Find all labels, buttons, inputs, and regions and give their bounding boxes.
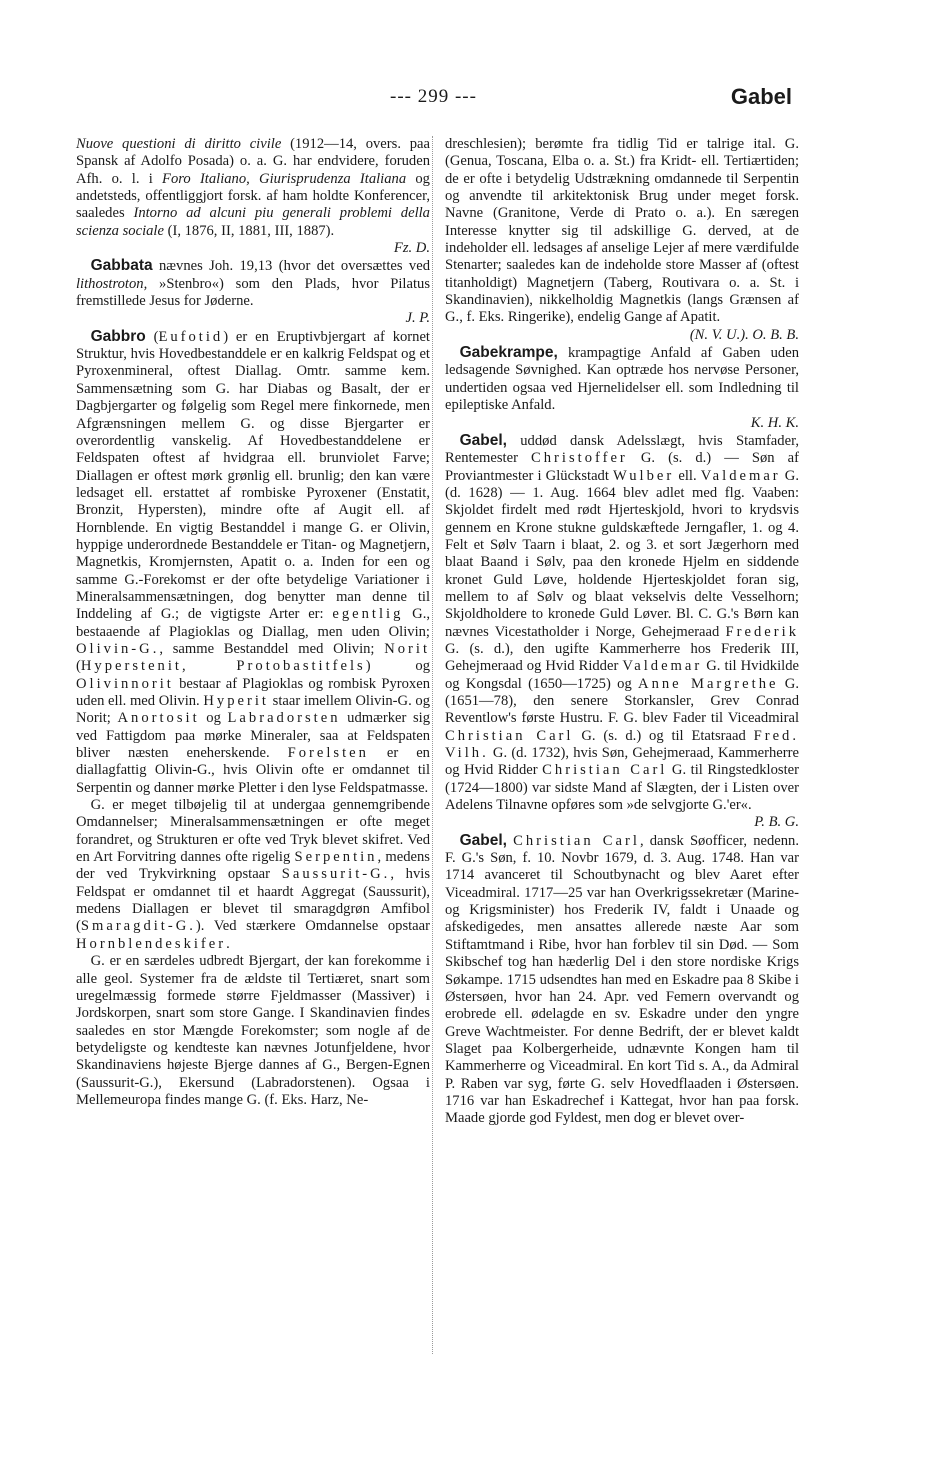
running-head: Gabel xyxy=(730,84,792,109)
author-signature: Fz. D. xyxy=(393,240,430,257)
author-signature: (N. V. U.). O. B. B. xyxy=(689,326,799,343)
paragraph: G. er meget tilbøjelig til at undergaa gennemgribende Omdannelser; Mineralsammensætningen er ofte meget forandret, og Strukturen er ofte ved Tryk blevet skifret. Ved en Art Forvitring dannes ofte rigelig Serpentin, medens der ved Trykvirkning opstaar Saussurit-G., hvis Feldspat er omdannet til et haardt Aggregat (Saussurit), medens Diallagen er blevet til smaragdgrøn Amfibol (Smaragdit-G.). Ved stærkere Omdannelse opstaar Hornblendeskifer. xyxy=(76,797,430,952)
headword: Gabel, xyxy=(459,431,507,449)
right-column xyxy=(445,136,799,1128)
paragraph: G. er en særdeles udbredt Bjergart, der kan forekomme i alle geol. Systemer fra de ældste til Tertiæret, snart som uregelmæssig formede større Fjeldmasser (Massiver) i Jordskorpen, snart som store Gange. I Skandinavien findes saaledes en stor Mængde Forekomster; som nogle af de betydeligste og kendteste kan nævnes Jotunfjeldene, hvor Skandinaviens højeste Bjerge dannes af G., Bergen-Egnen (Saussurit-G.), Ekersund (Labradorstenen). Ogsaa i Mellemeuropa findes mange G. (f. Eks. Harz, Ne- xyxy=(76,953,430,1108)
author-signature: K. H. K. xyxy=(750,414,799,431)
page-number: --- 299 --- xyxy=(390,86,477,107)
author-signature: J. P. xyxy=(405,310,430,327)
entry-gabel-family: Gabel, uddød dansk Adelsslægt, hvis Stamfader, Rentemester Christoffer G. (s. d.) — Søn af Proviantmester i Glückstadt Wulber ell. Valdemar G. (d. 1628) — 1. Aug. 1664 blev adlet med flg. Vaaben: Skjoldet firdelt med rødt Hjerteskjold, hvori to krydsvis gennem en Krone stukne guldskæftede Jerngafler, 1. og 4. Felt et Sølv Taarn i blaat, 2. og 3. et sort Jægerhorn med blaat Baand i Sølv, paa den kronede Hjelm en siddende kronet Guld Løve, holdende Hjerteskjoldet foran sig, mellem to af Sølv og blaat vekselvis delte Vesselhorn; Skjoldholdere to kronede Guld Løver. Bl. C. G.'s Børn kan nævnes Vicestatholder i Norge, Gehejmeraad Frederik G. (s. d.), den ugifte Kammerherre hos Frederik III, Gehejmeraad og Hvid Ridder Valdemar G. til Hvidkilde og Kongsdal (1650—1725) og Anne Margrethe G. (1651—78), den senere Storkansler, Grev Conrad Reventlow's første Hustru. F. G. blev Fader til Viceadmiral Christian Carl G. (s. d.) og til Etatsraad Fred. Vilh. G. (d. 1732), hvis Søn, Gehejmeraad, Kammerherre og Hvid Ridder Christian Carl G. til Ringstedkloster (1724—1800) var sidste Mand af Slægten, der i Listen over Adelens Tilnavne opføres som »de selvgjorte G.'er«. P. B. G. xyxy=(445,431,799,831)
author-signature: P. B. G. xyxy=(754,814,799,831)
entry-gabel-christian-carl: Gabel, Christian Carl, dansk Søofficer, nedenn. F. G.'s Søn, f. 10. Novbr 1679, d. 3. Aug. 1748. Han var 1714 avanceret til Schoutbynacht og blev Aaret efter Viceadmiral. 1717—25 var han Overkrigssekretær (Marine- og Krigsminister) hos Frederik IV, faldt i Unaade og afskedigedes, men ansattes allerede næste Aar som Stiftamtmand i Ribe, hvor han forblev til sin Død. — Som Skibschef tog han hæderlig Del i den store nordiske Krigs Søkampe. 1715 udsendtes han med en Eskadre paa 8 Skibe i Østersøen, hvor han 24. Apr. ved Femern overvandt og erobrede ell. ødelagde en sv. Eskadre under den yngre Greve Wachtmeister. For denne Bedrift, der er blevet kaldt Slaget paa Kolbergerheide, udnævnte Kongen ham til Kammerherre og Viceadmiral. En kort Tid s. A., da Admiral P. Raben var syg, førte G. selv Hovedflaaden i Østersøen. 1716 var han Eskadrechef i Kattegat, hvor han paa forsk. Maade gjorde god Fyldest, men dog er blevet over- xyxy=(445,831,799,1127)
page-header xyxy=(60,86,800,116)
entry-gabbro: Gabbro (Eufotid) er en Eruptivbjergart af kornet Struktur, hvis Hovedbestanddele er en kalkrig Feldspat og et Pyroxenmineral, oftest Diallag. Omtr. samme kem. Sammensætning som G. har Diabas og Basalt, der er Dagbjergarter og følgelig som Regel mere finkornede, men Afgrænsningen mellem G. og disse Bjergarter er overordentlig vanskelig. Af Hovedbestanddelene er Feldspaten oftest af hvidgraa ell. brunviolet Farve; Diallagen er oftest mørk grønlig ell. brunlig; den kan være ledsaget ell. erstattet af rombiske Pyroxener (Enstatit, Bronzit, Hypersten), mindre ofte af Augit ell. af Hornblende. En vigtig Bestanddel i mange G. er Olivin, hyppige underordnede Bestanddele er Titan- og Magnetjern, Magnetkis, Kromjernsten, Apatit o. a. Inden for een og samme G.-Forekomst er der ofte betydelige Variationer i Mineralsammensætningen, dog benytter man denne til Inddeling af G.; de vigtigste Arter er: egentlig G., bestaaende af Plagioklas og Diallag, men uden Olivin; Olivin-G., samme Bestanddel med Olivin; Norit (Hyperstenit, Protobastitfels) og Olivinnorit bestaar af Plagioklas og rombisk Pyroxen uden ell. med Olivin. Hyperit staar imellem Olivin-G. og Norit; Anortosit og Labradorsten udmærker sig ved Fattigdom paa mørke Mineraler, saa at Feldspaten bliver næsten eneherskende. Forelsten er en diallagfattig Olivin-G., hvis Olivin ofte er omdannet til Serpentin og danner mørke Pletter i den lyse Feldspatmasse. xyxy=(76,327,430,796)
headword: Gabbro xyxy=(90,327,146,345)
entry-gabbata: Gabbata nævnes Joh. 19,13 (hvor det oversættes ved lithostroton, »Stenbro«) som den Plads, hvor Pilatus fremstillede Jesus for Jøderne. J. P. xyxy=(76,257,430,327)
entry-gabekrampe: Gabekrampe, krampagtige Anfald af Gaben uden ledsagende Søvnighed. Kan optræde hos nervøse Personer, undertiden ogsaa ved Hjernelidelser ell. som Indledning til epileptiske Anfald. K. H. K. xyxy=(445,344,799,431)
entry-continuation: Nuove questioni di diritto civile (1912—14, overs. paa Spansk af Adolfo Posada) o. a. G. har endvidere, foruden Afh. o. l. i Foro Italiano, Giurisprudenza Italiana og andetsteds, offentliggjort forsk. af ham holdte Konferencer, saaledes Intorno ad alcuni piu generali problemi della scienza sociale (I, 1876, II, 1881, III, 1887). Fz. D. xyxy=(76,136,430,257)
headword: Gabbata xyxy=(90,257,153,275)
entry-continuation: dreschlesien); berømte fra tidlig Tid er talrige ital. G. (Genua, Toscana, Elba o. a. St.) fra Kridt- ell. Tertiærtiden; de er ofte i betydelig Udstrækning omdannede til Serpentin og anvendte til arkitektonisk Brug under meget forsk. Navne (Granitone, Verde di Prato o. a.). En særegen Interesse knytter sig til adskillige G. derved, at de indeholder ell. ledsages af anselige Lejer af mere værdifulde Stenarter; saaledes kan de indeholde store Masser af (oftest titanholdigt) Magnetjern (Taberg, Routivara o. a. St. i Skandinavien), nikkelholdig Magnetkis (langs Grænsen af G., f. Eks. Ringerike), endelig Gange af Apatit. (N. V. U.). O. B. B. xyxy=(445,136,799,343)
column-divider xyxy=(432,136,433,1354)
left-column xyxy=(76,136,430,1109)
headword: Gabel, xyxy=(459,831,507,849)
headword: Gabekrampe, xyxy=(459,344,558,362)
